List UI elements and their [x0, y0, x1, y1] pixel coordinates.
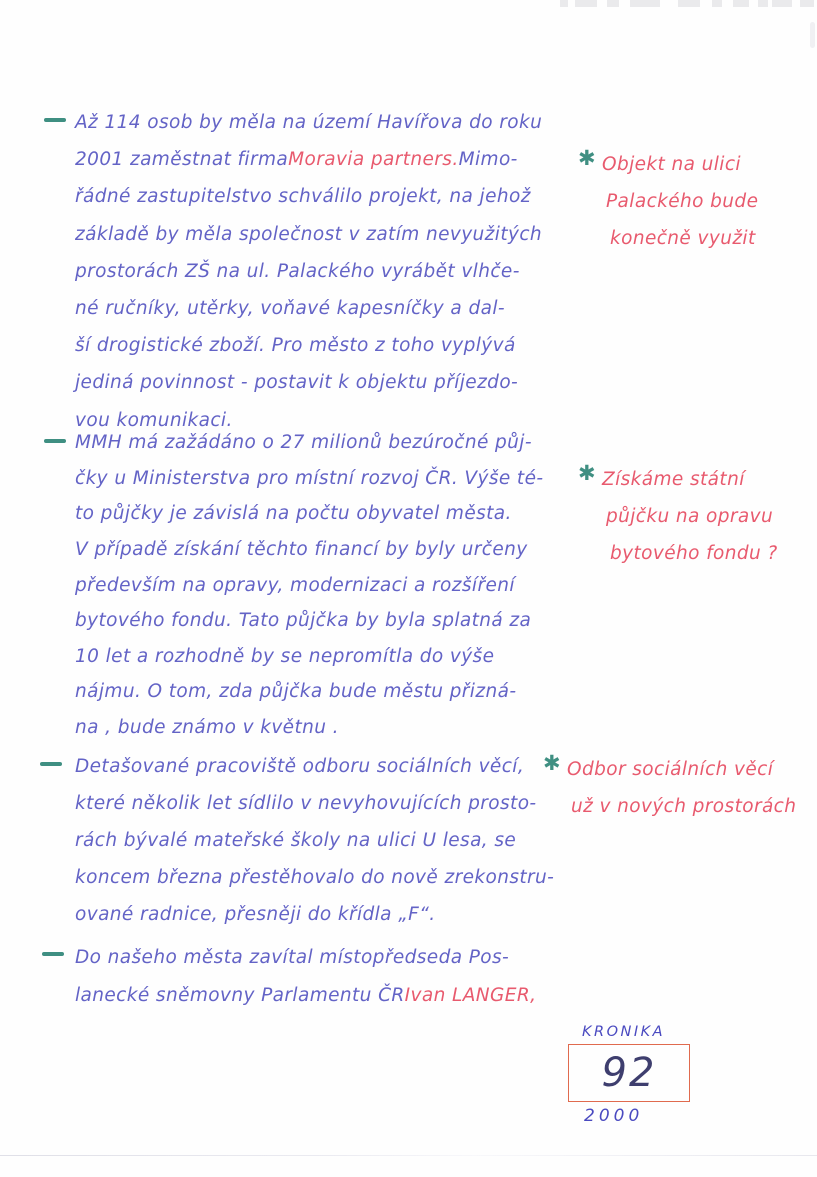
handwritten-line: [75, 532, 543, 568]
asterisk-icon: ✱: [543, 751, 561, 775]
handwritten-line: [75, 461, 543, 497]
handwritten-line: [75, 327, 542, 364]
scan-artifact-dash: [630, 0, 660, 7]
handwritten-line: [75, 567, 543, 603]
stamp-year: 2000: [584, 1106, 644, 1126]
scan-artifact-dash: [712, 0, 722, 7]
stamp: [568, 1024, 708, 1126]
margin-note-line: Odbor sociálních věcí: [567, 759, 774, 780]
handwritten-line: [75, 216, 542, 253]
margin-note-line: konečně využit: [610, 228, 756, 249]
text-segment: 2001 zaměstnat firma: [75, 149, 289, 171]
text-segment: řádné zastupitelstvo schválilo projekt, na jehož: [75, 186, 531, 208]
handwritten-line: [75, 104, 542, 141]
text-segment: Detašované pracoviště odboru sociálních věcí,: [75, 756, 525, 777]
scan-artifact-dash: [575, 0, 597, 7]
handwritten-line: [75, 425, 543, 461]
text-segment: MMH má zažádáno o 27 milionů bezúročné půj-: [75, 432, 532, 454]
margin-note-line: Objekt na ulici: [602, 154, 741, 175]
paragraph: [75, 425, 543, 745]
text-segment: Až 114 osob by měla na území Havířova do roku: [75, 112, 543, 134]
handwritten-line: [75, 710, 543, 746]
handwritten-line: [75, 141, 542, 178]
paragraph-dash-marker: [44, 118, 66, 122]
stamp-number-box: [568, 1044, 690, 1102]
text-segment: né ručníky, utěrky, voňavé kapesníčky a dal-: [75, 298, 505, 320]
handwritten-line: [75, 785, 554, 822]
margin-note-line: už v nových prostorách: [571, 796, 797, 817]
asterisk-icon: ✱: [578, 146, 596, 170]
margin-note-line: bytového fondu ?: [610, 543, 778, 564]
text-segment: ované radnice, přesněji do křídla „F“.: [75, 904, 436, 925]
text-segment: vou komunikaci.: [75, 409, 233, 431]
handwritten-line: [75, 364, 542, 401]
text-segment: Moravia partners.: [288, 149, 459, 171]
text-segment: bytového fondu. Tato půjčka by byla splatná za: [75, 610, 532, 632]
text-segment: 10 let a rozhodně by se nepromítla do výše: [75, 645, 495, 667]
text-segment: základě by měla společnost v zatím nevyužitých: [75, 223, 543, 245]
margin-note-line: Palackého bude: [606, 191, 759, 212]
scan-artifact-dash: [772, 0, 792, 7]
stamp-number: 92: [601, 1050, 657, 1096]
scan-artifact-bottom-line: [0, 1155, 817, 1156]
text-segment: na , bude známo v květnu .: [75, 717, 339, 739]
text-segment: V případě získání těchto financí by byly určeny: [75, 539, 528, 561]
text-segment: to půjčky je závislá na počtu obyvatel města.: [75, 503, 512, 525]
handwritten-line: [75, 896, 554, 933]
paragraph: [75, 104, 542, 439]
handwritten-line: [75, 938, 536, 976]
handwritten-line: [75, 253, 542, 290]
margin-note: [578, 461, 778, 572]
text-segment: Do našeho města zavítal místopředseda Pos-: [75, 946, 510, 968]
handwritten-line: [75, 859, 554, 896]
handwritten-line: [75, 496, 543, 532]
scan-artifact-corner-mark: [810, 22, 815, 48]
handwritten-line: [75, 976, 536, 1014]
paragraph: [75, 748, 554, 933]
handwritten-line: [75, 290, 542, 327]
margin-note: [543, 751, 796, 825]
paragraph-dash-marker: [40, 762, 62, 766]
stamp-label: KRONIKA: [582, 1024, 666, 1040]
text-segment: nájmu. O tom, zda půjčka bude městu přizná-: [75, 681, 517, 703]
scan-artifact-dash: [678, 0, 700, 7]
paragraph: [75, 938, 536, 1014]
paragraph-dash-marker: [42, 952, 64, 956]
text-segment: lanecké sněmovny Parlamentu ČR: [75, 984, 405, 1006]
scan-artifact-dash: [733, 0, 749, 7]
text-segment: čky u Ministerstva pro místní rozvoj ČR. Výše té-: [75, 467, 544, 489]
text-segment: rách bývalé mateřské školy na ulici U lesa, se: [75, 830, 517, 851]
text-segment: prostorách ZŠ na ul. Palackého vyrábět vlhče-: [75, 260, 520, 282]
handwritten-line: [75, 822, 554, 859]
text-segment: ší drogistické zboží. Pro město z toho vyplývá: [75, 335, 516, 357]
paragraph-dash-marker: [44, 439, 66, 443]
text-segment: koncem března přestěhovalo do nově zrekonstru-: [75, 867, 555, 888]
margin-note-line: půjčku na opravu: [606, 506, 774, 527]
scan-artifact-dash: [560, 0, 568, 7]
text-segment: Ivan LANGER,: [404, 984, 537, 1006]
text-segment: především na opravy, modernizaci a rozšíření: [75, 574, 515, 596]
scan-artifact-dash: [758, 0, 768, 7]
scan-artifact-dash: [800, 0, 814, 7]
handwritten-line: [75, 178, 542, 215]
text-segment: Mimo-: [458, 149, 518, 171]
text-segment: které několik let sídlilo v nevyhovujících prosto-: [75, 793, 537, 814]
asterisk-icon: ✱: [578, 461, 596, 485]
margin-note: [578, 146, 758, 257]
handwritten-line: [75, 674, 543, 710]
text-segment: jediná povinnost - postavit k objektu příjezdo-: [75, 372, 519, 394]
handwritten-line: [75, 748, 554, 785]
scan-artifact-dash: [607, 0, 619, 7]
handwritten-line: [75, 639, 543, 675]
handwritten-line: [75, 603, 543, 639]
margin-note-line: Získáme státní: [602, 469, 745, 490]
